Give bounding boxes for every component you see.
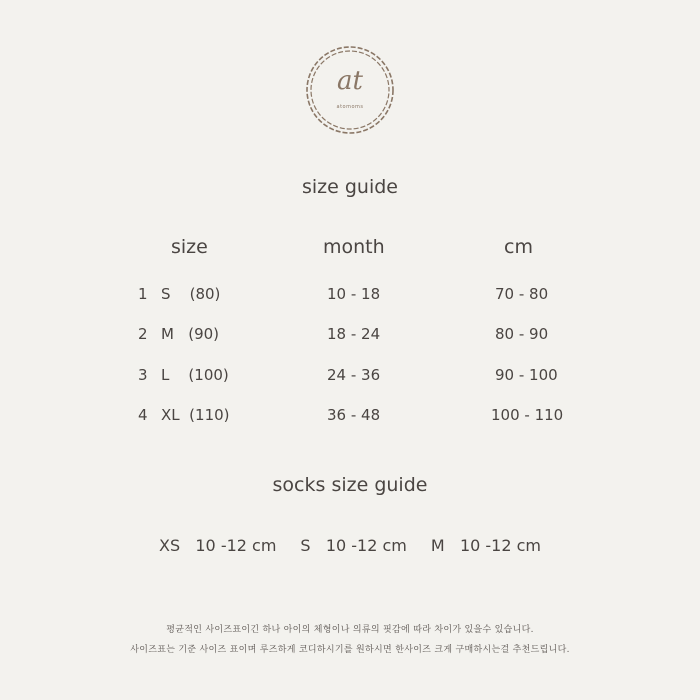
size-cell: XL (110) [161, 406, 230, 424]
row-number: 1 [138, 285, 148, 303]
column-header-size: size [171, 236, 208, 258]
socks-size-list [0, 536, 700, 555]
row-number: 2 [138, 325, 148, 343]
cm-cell: 90 - 100 [495, 366, 558, 384]
cm-cell: 70 - 80 [495, 285, 549, 303]
column-header-month: month [323, 236, 385, 258]
logo-subtext: atomoms [336, 104, 364, 110]
month-cell: 24 - 36 [327, 366, 381, 384]
column-header-cm: cm [504, 236, 533, 258]
size-guide-title: size guide [301, 176, 398, 198]
cm-cell: 100 - 110 [491, 406, 564, 424]
cm-cell: 80 - 90 [495, 325, 549, 343]
month-cell: 36 - 48 [327, 406, 381, 424]
socks-size-s: S 10 -12 cm [300, 536, 407, 555]
socks-size-m: M 10 -12 cm [430, 536, 541, 555]
row-number: 3 [138, 366, 148, 384]
size-cell: L (100) [161, 366, 229, 384]
row-number: 4 [138, 406, 148, 424]
size-note: 사이즈표는 기준 사이즈 표이며 루즈하게 코디하시기를 원하시면 한사이즈 크게 구매하시는걸 추천드립니다. [130, 645, 570, 655]
month-cell: 10 - 18 [327, 285, 381, 303]
logo-mark: at [337, 66, 363, 96]
brand-logo [302, 42, 398, 138]
month-cell: 18 - 24 [327, 325, 381, 343]
size-cell: S (80) [161, 285, 221, 303]
socks-size-xs: XS 10 -12 cm [159, 536, 277, 555]
size-note: 평균적인 사이즈표이긴 하나 아이의 체형이나 의류의 핏감에 따라 차이가 있을수 있습니다. [166, 625, 534, 635]
socks-guide-title: socks size guide [272, 474, 428, 496]
size-cell: M (90) [161, 325, 220, 343]
